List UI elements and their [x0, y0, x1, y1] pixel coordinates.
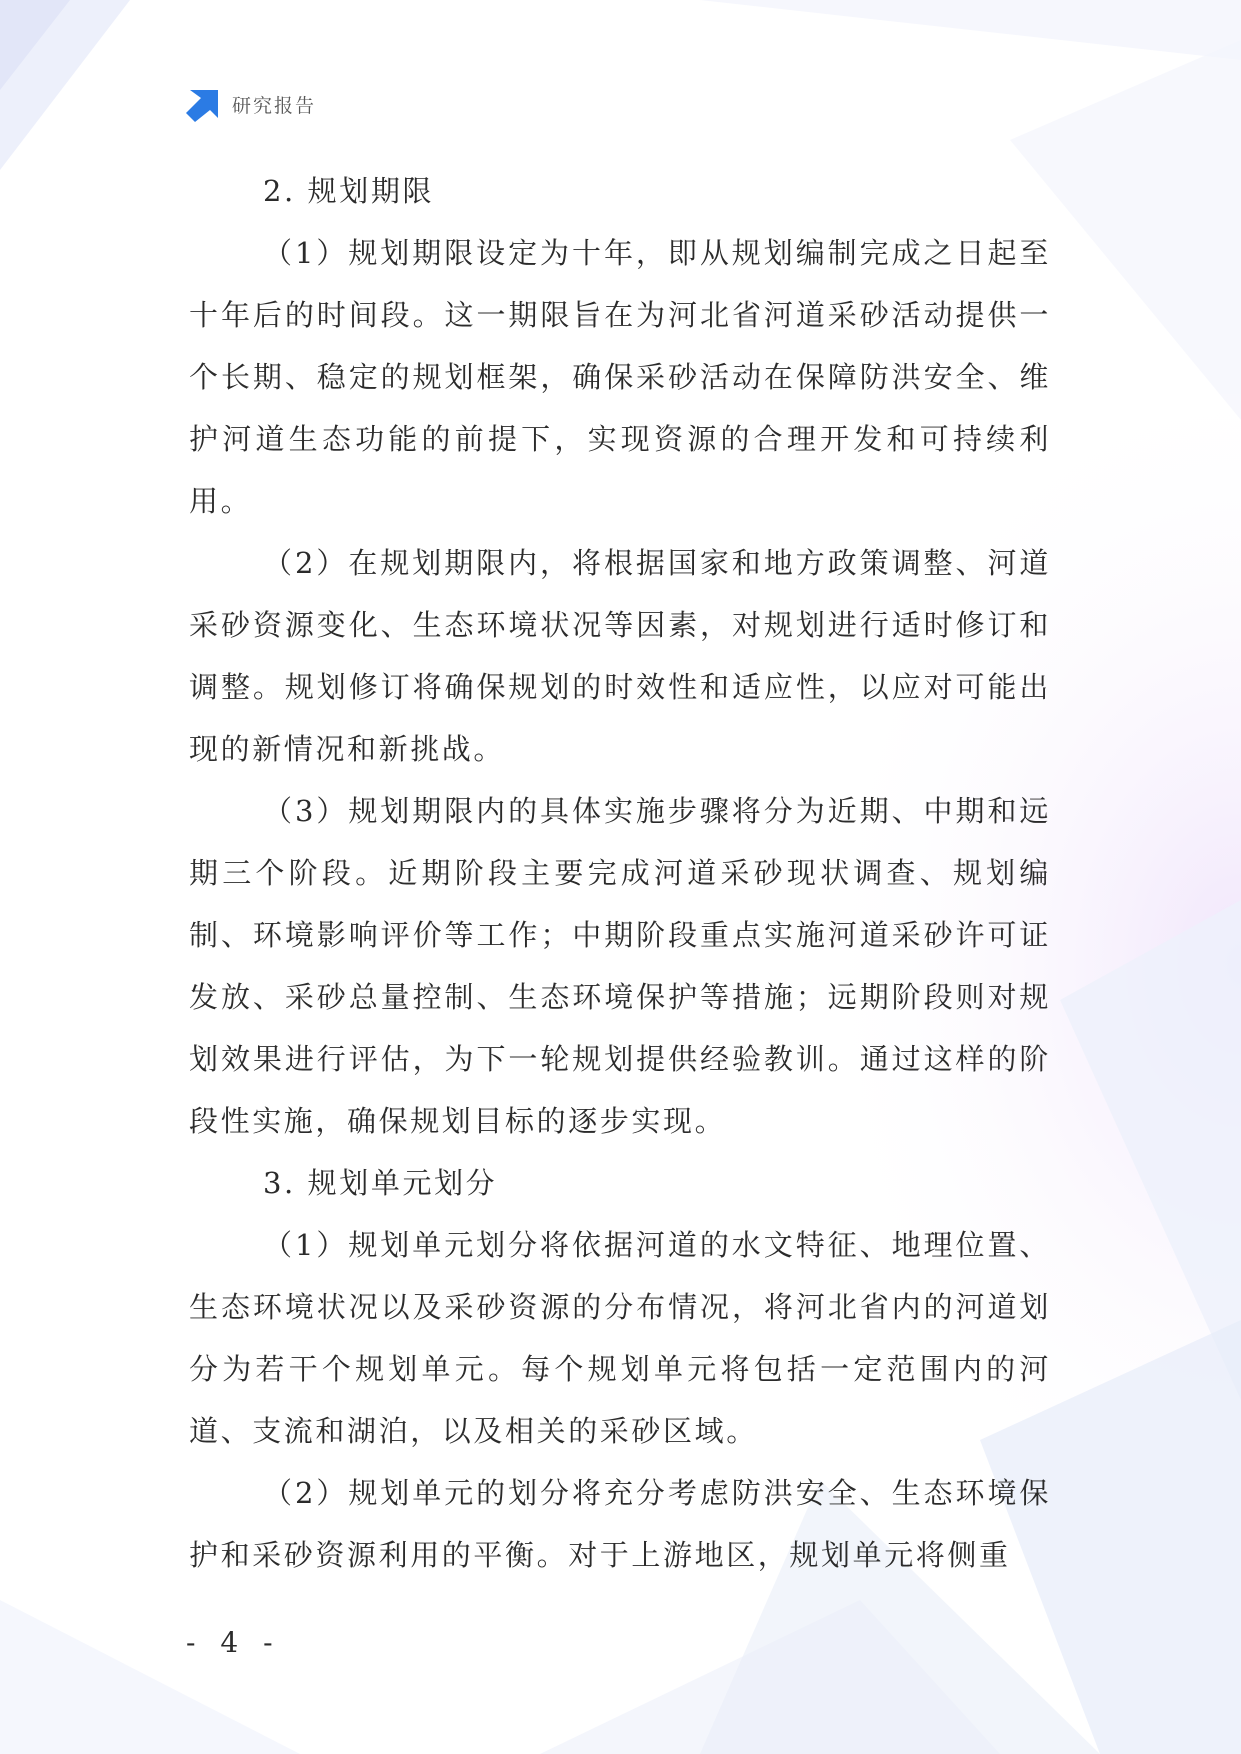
document-body: [189, 160, 1051, 1586]
arrow-up-right-icon: [186, 86, 222, 122]
page-number: - 4 -: [186, 1626, 281, 1659]
section-heading: 2. 规划期限: [263, 174, 435, 208]
paragraph: （2）在规划期限内，将根据国家和地方政策调整、河道采砂资源变化、生态环境状况等因素，对规划进行适时修订和调整。规划修订将确保规划的时效性和适应性，以应对可能出现的新情况和新挑战。: [189, 546, 1051, 766]
header-title: 研究报告: [232, 94, 317, 117]
paragraph: （2）规划单元的划分将充分考虑防洪安全、生态环境保护和采砂资源利用的平衡。对于上游地区，规划单元将侧重: [189, 1476, 1051, 1572]
paragraph: （1）规划期限设定为十年，即从规划编制完成之日起至十年后的时间段。这一期限旨在为河北省河道采砂活动提供一个长期、稳定的规划框架，确保采砂活动在保障防洪安全、维护河道生态功能的前提下，实现资源的合理开发和可持续利用。: [189, 236, 1051, 518]
paragraph: （3）规划期限内的具体实施步骤将分为近期、中期和远期三个阶段。近期阶段主要完成河道采砂现状调查、规划编制、环境影响评价等工作；中期阶段重点实施河道采砂许可证发放、采砂总量控制、生态环境保护等措施；远期阶段则对规划效果进行评估，为下一轮规划提供经验教训。通过这样的阶段性实施，确保规划目标的逐步实现。: [189, 794, 1051, 1138]
section-heading: 3. 规划单元划分: [263, 1166, 498, 1200]
report-header: [186, 86, 316, 122]
paragraph: （1）规划单元划分将依据河道的水文特征、地理位置、生态环境状况以及采砂资源的分布情况，将河北省内的河道划分为若干个规划单元。每个规划单元将包括一定范围内的河道、支流和湖泊，以及相关的采砂区域。: [189, 1228, 1051, 1448]
